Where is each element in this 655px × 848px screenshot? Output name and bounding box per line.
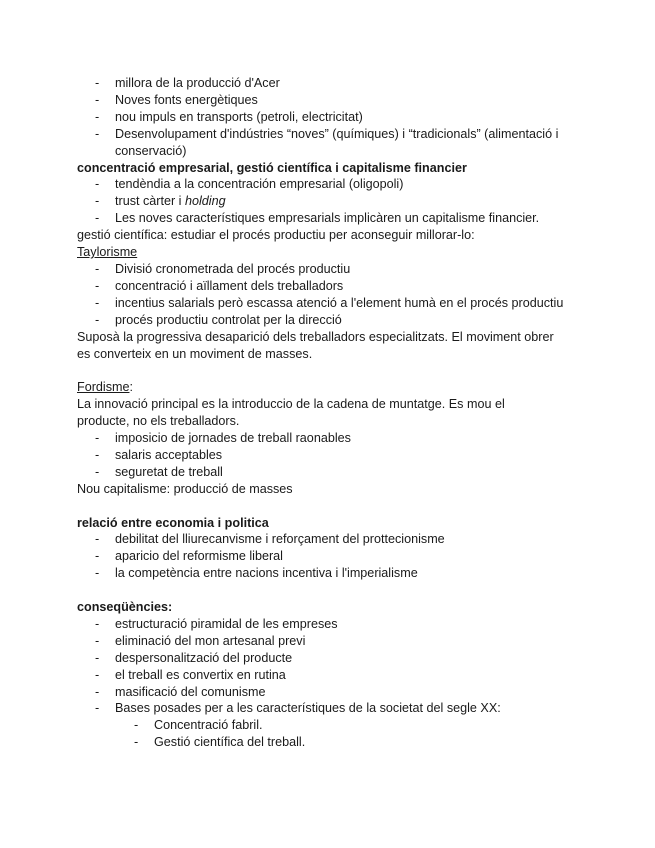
section-heading-concentracio: concentració empresarial, gestió científica i capitalisme financier [77,160,467,175]
consequencies-sublist [77,717,597,751]
list-item: - estructuració piramidal de les empreses [77,616,597,633]
list-item: - Divisió cronometrada del procés productiu [77,261,597,278]
fordisme-heading: Fordisme [77,380,130,395]
list-item: - salaris acceptables [77,447,597,464]
list-item: - Bases posades per a les característiques de la societat del segle XX: [77,700,597,717]
list-item: - nou impuls en transports (petroli, electricitat) [77,109,597,126]
gestio-cientifica-line: gestió científica: estudiar el procés productiu per aconseguir millorar-lo: [77,228,475,243]
list-item: - despersonalització del producte [77,650,597,667]
fordisme-paragraph: La innovació principal es la introduccio de la cadena de muntatge. Es mou el producte, no els treballadors. [77,397,505,429]
section-heading-consequencies: conseqüències: [77,600,173,615]
section-heading-relacio: relació entre economia i politica [77,515,269,530]
list-item: - seguretat de treball [77,464,597,481]
list-item: - tendèndia a la concentración empresarial (oligopoli) [77,176,597,193]
list-item: - el treball es convertix en rutina [77,667,597,684]
holding-term: holding [184,194,226,209]
list-item: - Les noves característiques empresarials implicàren un capitalisme financier. [77,210,597,227]
fordisme-colon: : [129,380,133,395]
taylorisme-heading: Taylorisme [77,245,138,260]
suposa-paragraph: Suposà la progressiva desaparició dels treballadors especialitzats. El moviment obrer es converteix en un moviment de masses. [77,329,554,361]
list-item: - debilitat del lliurecanvisme i reforçament del prottecionisme [77,531,597,548]
list-item: - masificació del comunisme [77,684,597,701]
list-item [77,193,597,210]
sub-list-item: - Concentració fabril. [77,717,597,734]
spacer [77,582,597,599]
list-item: - millora de la producció d'Acer [77,75,597,92]
nou-capitalisme-line: Nou capitalisme: producció de masses [77,481,293,496]
sub-list-item: - Gestió científica del treball. [77,734,597,751]
taylorisme-list [77,261,597,329]
fordisme-heading-line [77,379,597,396]
list-item: - eliminació del mon artesanal previ [77,633,597,650]
fordisme-list [77,430,597,481]
list-item: - Noves fonts energètiques [77,92,597,109]
relacio-list [77,531,597,582]
list-item: - incentius salarials però escassa atenció a l'element humà en el procés productiu [77,295,597,312]
concentracio-list [77,176,597,227]
list-item: - la competència entre nacions incentiva i l'imperialisme [77,565,597,582]
spacer [77,362,597,379]
list-item: - Desenvolupament d'indústries “noves” (químiques) i “tradicionals” (alimentació i conservació) [77,126,597,160]
list-item: - imposicio de jornades de treball raonables [77,430,597,447]
list-item: - procés productiu controlat per la direcció [77,312,597,329]
consequencies-list [77,616,597,717]
list-item-text: trust càrter i [115,194,185,209]
list-item: - aparicio del reformisme liberal [77,548,597,565]
industry-list [77,75,597,160]
list-item: - concentració i aïllament dels treballadors [77,278,597,295]
document-page [77,75,597,751]
spacer [77,498,597,515]
